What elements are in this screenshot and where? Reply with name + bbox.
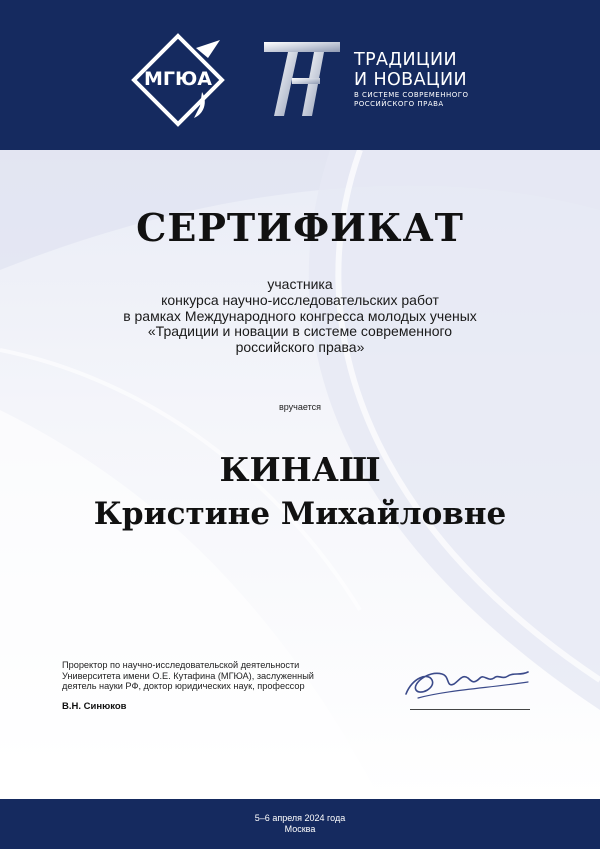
- brand-line-4: РОССИЙСКОГО ПРАВА: [354, 100, 444, 108]
- description-line: «Традиции и новации в системе современного: [147, 323, 453, 340]
- mgua-logo: [128, 32, 228, 128]
- description-line: российского права»: [235, 339, 365, 356]
- signatory-name: В.Н. Синюков: [62, 701, 127, 712]
- recipient-surname: КИНАШ: [219, 450, 381, 489]
- signature-line: [410, 709, 530, 710]
- congress-emblem: [262, 40, 342, 118]
- congress-brand-text: [354, 50, 469, 109]
- certificate-description: [50, 277, 550, 356]
- header-band: [0, 0, 600, 150]
- brand-line-3: В СИСТЕМЕ СОВРЕМЕННОГО: [354, 91, 469, 99]
- footer-band: [0, 799, 600, 849]
- awarded-label: вручается: [279, 402, 321, 412]
- event-date: 5–6 апреля 2024 года: [254, 813, 346, 823]
- brand-line-1: ТРАДИЦИИ: [354, 50, 457, 70]
- brand-line-2: И НОВАЦИИ: [354, 70, 467, 90]
- event-city: Москва: [284, 824, 316, 834]
- description-line: в рамках Международного конгресса молодых ученых: [123, 307, 477, 324]
- position-line: Проректор по научно-исследовательской деятельности: [62, 660, 300, 670]
- signatory-position: [62, 660, 392, 692]
- description-line: участника: [267, 276, 333, 292]
- mgua-logo-text: МГЮА: [143, 68, 213, 90]
- recipient-name: Кристине Михайловне: [93, 496, 507, 532]
- position-line: деятель науки РФ, доктор юридических наук, профессор: [62, 681, 305, 691]
- handwritten-signature: [398, 660, 538, 704]
- position-line: Университета имени О.Е. Кутафина (МГЮА), заслуженный: [62, 670, 314, 681]
- description-line: конкурса научно-исследовательских работ: [161, 291, 439, 308]
- certificate-title: СЕРТИФИКАТ: [136, 205, 464, 250]
